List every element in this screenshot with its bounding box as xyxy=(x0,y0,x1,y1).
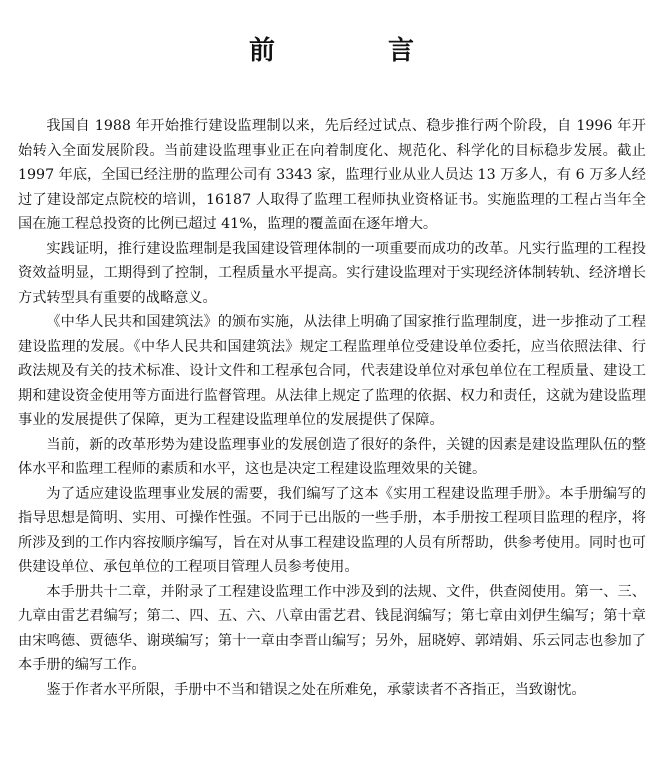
paragraph-5: 为了适应建设监理事业发展的需要，我们编写了这本《实用工程建设监理手册》。本手册编写的指导思想是简明、实用、可操作性强。不同于已出版的一些手册，本手册按工程项目监理的程序，将所涉及到的工作内容按顺序编写，旨在对从事工程建设监理的人员有所帮助，供参考使用。同时也可供建设单位、承包单位的工程项目管理人员参考使用。 xyxy=(18,485,646,575)
paragraph-3: 《中华人民共和国建筑法》的颁布实施，从法律上明确了国家推行监理制度，进一步推动了工程建设监理的发展。《中华人民共和国建筑法》规定工程监理单位受建设单位委托，应当依照法律、行政法规及有关的技术标准、设计文件和工程承包合同，代表建设单位对承包单位在工程质量、建设工期和建设资金使用等方面进行监督管理。从法律上规定了监理的依据、权力和责任，这就为建设监理事业的发展提供了保障，更为工程建设监理单位的发展提供了保障。 xyxy=(18,314,646,428)
paragraph-6: 本手册共十二章，并附录了工程建设监理工作中涉及到的法规、文件，供查阅使用。第一、三、九章由雷艺君编写；第二、四、五、六、八章由雷艺君、钱昆润编写；第七章由刘伊生编写；第十章由宋鸣德、贾德华、谢瑛编写；第十一章由李晋山编写；另外，屈晓婷、郭靖娟、乐云同志也参加了本手册的编写工作。 xyxy=(18,583,646,673)
paragraph-7: 鉴于作者水平所限，手册中不当和错误之处在所难免，承蒙读者不吝指正，当致谢忱。 xyxy=(46,681,586,698)
preface-body xyxy=(18,114,646,702)
paragraph-4: 当前，新的改革形势为建设监理事业的发展创造了很好的条件，关键的因素是建设监理队伍的整体水平和监理工程师的素质和水平，这也是决定工程建设监理效果的关键。 xyxy=(18,436,646,477)
page-title: 前 言 xyxy=(248,36,467,66)
paragraph-1: 我国自 1988 年开始推行建设监理制以来，先后经过试点、稳步推行两个阶段，自 1996 年开始转入全面发展阶段。当前建设监理事业正在向着制度化、规范化、科学化的目标稳步发展。截止 1997 年底，全国已经注册的监理公司有 3343 家，监理行业从业人员达 13 万多人，有 6 万多人经过了建设部定点院校的培训，16187 人取得了监理工程师执业资格证书。实施监理的工程占当年全国在施工程总投资的比例已超过 41%，监理的覆盖面在逐年增大。 xyxy=(18,118,646,232)
paragraph-2: 实践证明，推行建设监理制是我国建设管理体制的一项重要而成功的改革。凡实行监理的工程投资效益明显，工期得到了控制，工程质量水平提高。实行建设监理对于实现经济体制转轨、经济增长方式转型具有重要的战略意义。 xyxy=(18,240,646,306)
